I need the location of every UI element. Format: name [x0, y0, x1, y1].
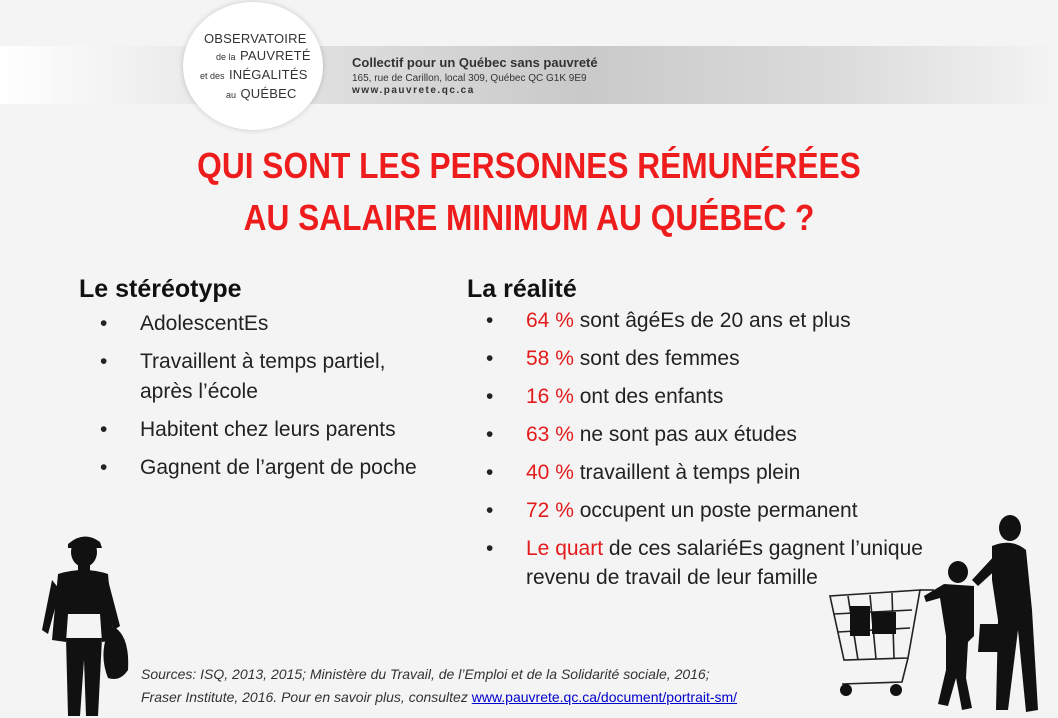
stat-highlight: 64 %	[526, 309, 574, 332]
logo-line3-small: et des	[200, 71, 225, 81]
stat-text: de ces salariéEs gagnent l’unique	[603, 537, 923, 560]
family-with-shopping-cart-silhouette-icon	[812, 510, 1058, 718]
list-item	[100, 309, 440, 339]
stereotype-item-text: AdolescentEs	[140, 312, 269, 335]
sources-line1: Sources: ISQ, 2013, 2015; Ministère du Travail, de l’Emploi et de la Solidarité sociale, 2016;	[141, 666, 710, 682]
stat-highlight: 58 %	[526, 347, 574, 370]
sources-note	[141, 663, 737, 709]
stat-highlight: 16 %	[526, 385, 574, 408]
bullet-icon: •	[486, 347, 494, 370]
logo-line4-big: QUÉBEC	[240, 86, 297, 101]
stat-text: ont des enfants	[573, 385, 724, 408]
bullet-icon: •	[486, 423, 494, 446]
list-item	[100, 453, 440, 483]
bullet-icon: •	[486, 537, 494, 560]
stat-text: travaillent à temps plein	[573, 461, 801, 484]
list-item	[486, 344, 966, 374]
list-item	[486, 382, 966, 412]
logo-line2-big: PAUVRETÉ	[239, 48, 311, 63]
page-title	[63, 140, 994, 244]
bullet-icon: •	[486, 461, 494, 484]
teen-with-bag-silhouette-icon	[28, 530, 138, 718]
stereotype-item-text: Habitent chez leurs parents	[140, 418, 396, 441]
list-item	[100, 347, 440, 407]
org-name: Collectif pour un Québec sans pauvreté	[352, 55, 598, 70]
stat-text: ne sont pas aux études	[573, 423, 797, 446]
stat-highlight: Le quart	[526, 537, 604, 560]
stat-highlight: 63 %	[526, 423, 574, 446]
bullet-icon: •	[486, 309, 494, 332]
bullet-icon: •	[100, 418, 108, 441]
bullet-icon: •	[486, 499, 494, 522]
bullet-icon: •	[100, 312, 108, 335]
observatoire-logo	[200, 30, 320, 104]
stat-highlight: 40 %	[526, 461, 574, 484]
stereotype-item-text: Gagnent de l’argent de poche	[140, 456, 417, 479]
list-item	[100, 415, 440, 445]
stereotype-item-text: Travaillent à temps partiel,	[140, 350, 386, 373]
stereotype-list	[100, 309, 440, 491]
sources-line2: Fraser Institute, 2016. Pour en savoir plus, consultez	[141, 689, 472, 705]
logo-line4-small: au	[226, 90, 237, 100]
title-line2: AU SALAIRE MINIMUM AU QUÉBEC ?	[243, 197, 815, 238]
portrait-link[interactable]: www.pauvrete.qc.ca/document/portrait-sm/	[471, 689, 738, 705]
stereotype-heading: Le stéréotype	[79, 275, 242, 303]
title-line1: QUI SONT LES PERSONNES RÉMUNÉRÉES	[197, 145, 861, 186]
bullet-icon: •	[486, 385, 494, 408]
bullet-icon: •	[100, 456, 108, 479]
reality-heading: La réalité	[467, 275, 577, 303]
logo-line2-small: de la	[216, 52, 236, 62]
stat-highlight: 72 %	[526, 499, 574, 522]
list-item	[486, 420, 966, 450]
list-item	[486, 458, 966, 488]
org-address: 165, rue de Carillon, local 309, Québec QC G1K 9E9	[352, 73, 587, 84]
bullet-icon: •	[100, 350, 108, 373]
stat-text-line2: revenu de travail de leur famille	[526, 566, 818, 589]
list-item	[486, 306, 966, 336]
logo-line3-big: INÉGALITÉS	[228, 67, 308, 82]
organization-info	[352, 55, 598, 96]
stat-text: sont des femmes	[573, 347, 740, 370]
stat-text: occupent un poste permanent	[573, 499, 858, 522]
org-website: www.pauvrete.qc.ca	[352, 85, 475, 96]
stereotype-item-text-line2: après l’école	[140, 380, 258, 403]
stat-text: sont âgéEs de 20 ans et plus	[573, 309, 851, 332]
logo-line1: OBSERVATOIRE	[204, 31, 307, 46]
